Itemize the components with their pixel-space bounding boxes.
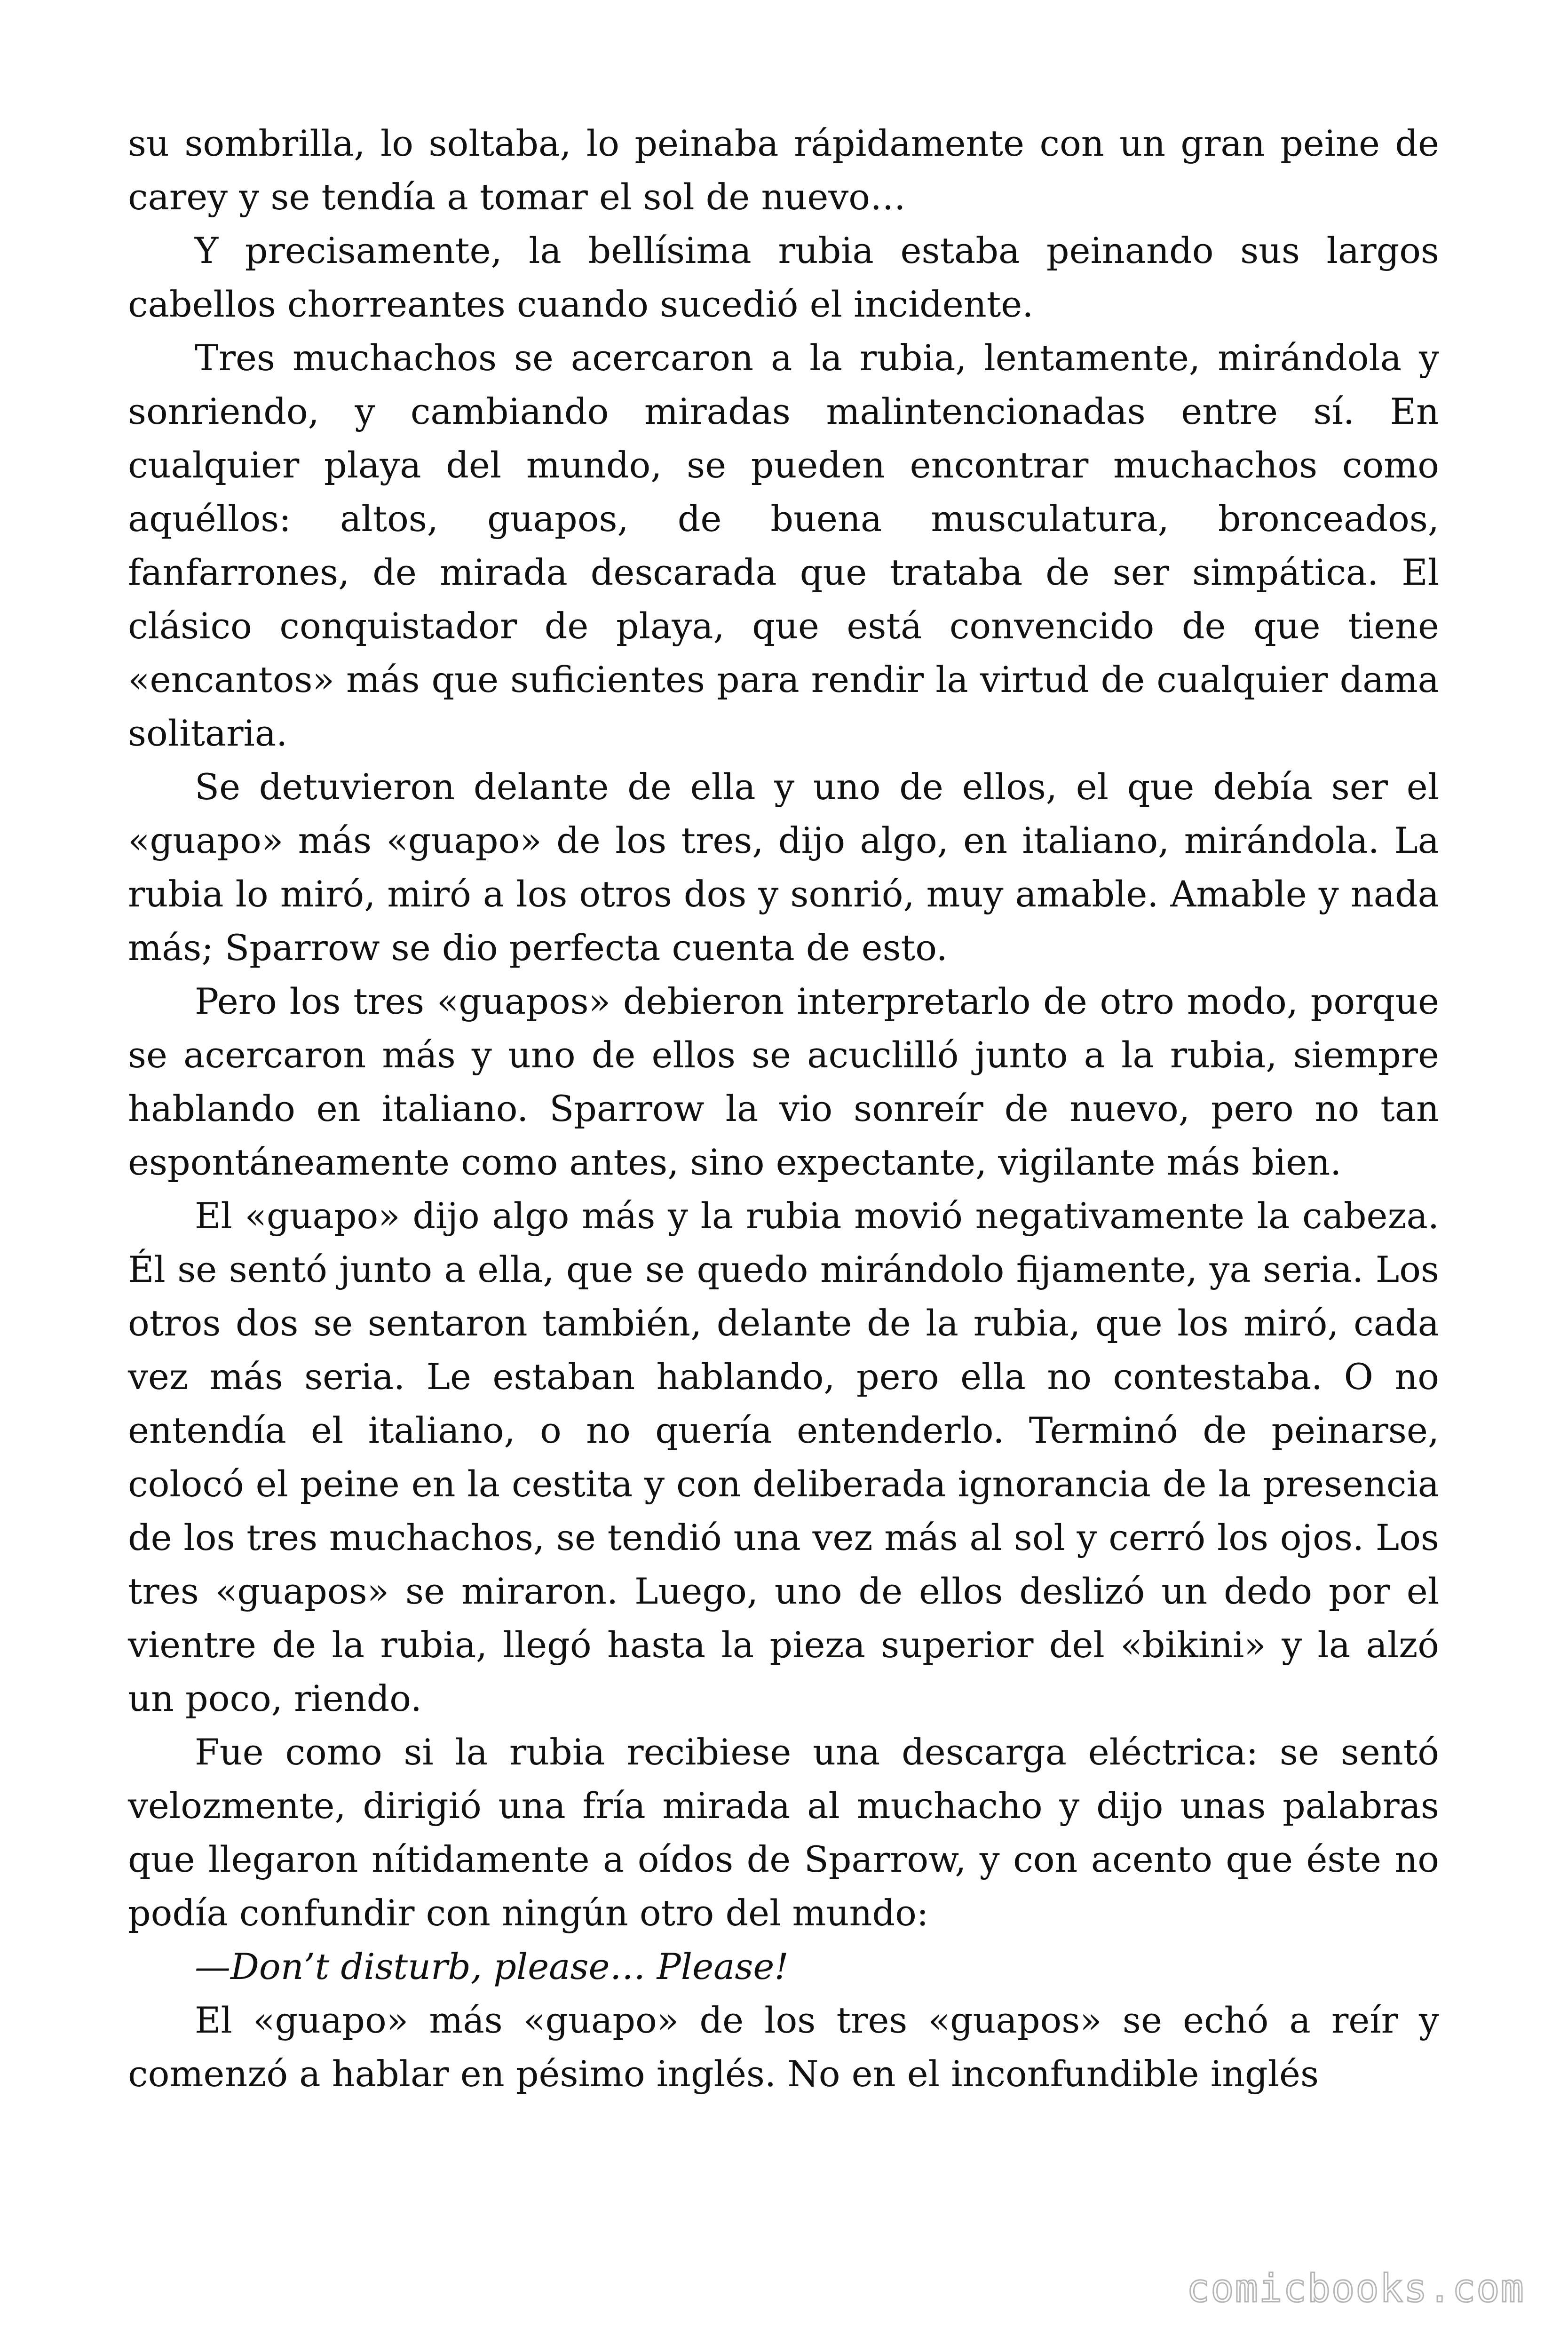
watermark: comicbooks.com xyxy=(1186,2266,1525,2311)
dialogue-line: —Don’t disturb, please… Please! xyxy=(195,1946,789,1987)
paragraph: Pero los tres «guapos» debieron interpretarlo de otro modo, porque se acercaron más y uno de ellos se acuclilló junto a la rubia, siempre hablando en italiano. Sparrow la vio sonreír de nuevo, pero no tan espontáneamente como antes, sino expectante, vigilante más bien. xyxy=(128,980,1439,1183)
paragraph: su sombrilla, lo soltaba, lo peinaba rápidamente con un gran peine de carey y se tendía a tomar el sol de nuevo… xyxy=(128,122,1439,218)
paragraph: El «guapo» dijo algo más y la rubia movió negativamente la cabeza. Él se sentó junto a ella, que se quedo mirándolo fijamente, ya seria. Los otros dos se sentaron también, delante de la rubia, que los miró, cada vez más seria. Le estaban hablando, pero ella no contestaba. O no entendía el italiano, o no quería entenderlo. Terminó de peinarse, colocó el peine en la cestita y con deliberada ignorancia de la presencia de los tres muchachos, se tendió una vez más al sol y cerró los ojos. Los tres «guapos» se miraron. Luego, uno de ellos deslizó un dedo por el vientre de la rubia, llegó hasta la pieza superior del «bikini» y la alzó un poco, riendo. xyxy=(128,1195,1439,1719)
body-text xyxy=(128,117,1439,2101)
paragraph: Se detuvieron delante de ella y uno de ellos, el que debía ser el «guapo» más «guapo» de los tres, dijo algo, en italiano, mirándola. La rubia lo miró, miró a los otros dos y sonrió, muy amable. Amable y nada más; Sparrow se dio perfecta cuenta de esto. xyxy=(128,766,1439,969)
paragraph: El «guapo» más «guapo» de los tres «guapos» se echó a reír y comenzó a hablar en pésimo inglés. No en el inconfundible inglés xyxy=(128,1999,1439,2095)
paragraph: Fue como si la rubia recibiese una descarga eléctrica: se sentó velozmente, dirigió una fría mirada al muchacho y dijo unas palabras que llegaron nítidamente a oídos de Sparrow, y con acento que éste no podía confundir con ningún otro del mundo: xyxy=(128,1731,1439,1934)
paragraph: Y precisamente, la bellísima rubia estaba peinando sus largos cabellos chorreantes cuando sucedió el incidente. xyxy=(128,230,1439,325)
paragraph: Tres muchachos se acercaron a la rubia, lentamente, mirándola y sonriendo, y cambiando miradas malintencionadas entre sí. En cualquier playa del mundo, se pueden encontrar muchachos como aquéllos: altos, guapos, de buena musculatura, bronceados, fanfarrones, de mirada descarada que trataba de ser simpática. El clásico conquistador de playa, que está convencido de que tiene «encantos» más que suficientes para rendir la virtud de cualquier dama solitaria. xyxy=(128,337,1439,754)
